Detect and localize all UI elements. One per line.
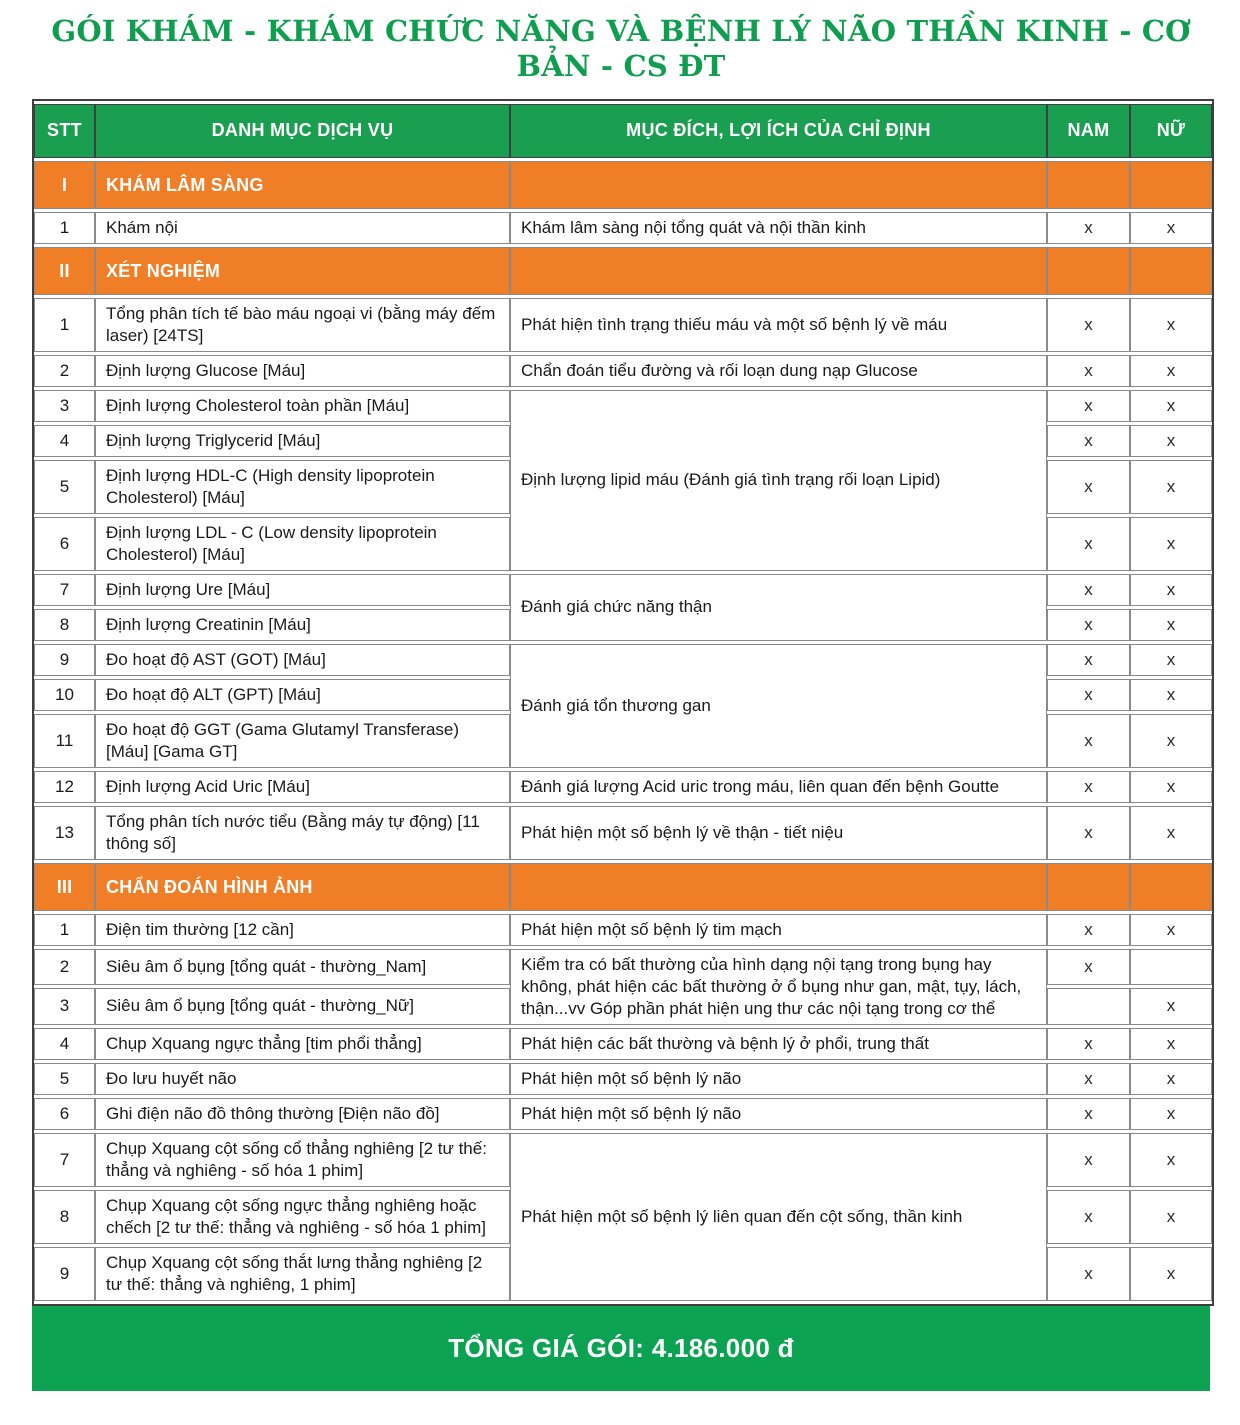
purpose-text: Phát hiện một số bệnh lý tim mạch (510, 914, 1047, 946)
header-male: NAM (1047, 104, 1130, 158)
service-name: Định lượng Cholesterol toàn phần [Máu] (95, 390, 510, 422)
service-name: Chụp Xquang cột sống thắt lưng thẳng nghiêng [2 tư thế: thẳng và nghiêng, 1 phim] (95, 1247, 510, 1301)
service-row (34, 644, 1212, 676)
row-number: 9 (34, 1247, 95, 1301)
purpose-text: Định lượng lipid máu (Đánh giá tình trạng rối loạn Lipid) (510, 390, 1047, 571)
service-name: Chụp Xquang ngực thẳng [tim phổi thẳng] (95, 1028, 510, 1060)
male-mark: x (1047, 517, 1130, 571)
row-number: 6 (34, 517, 95, 571)
service-row (34, 1098, 1212, 1130)
male-mark: x (1047, 609, 1130, 641)
section-title: CHẨN ĐOÁN HÌNH ẢNH (95, 863, 510, 911)
table-header-row (34, 104, 1212, 158)
service-row (34, 914, 1212, 946)
male-mark: x (1047, 914, 1130, 946)
service-name: Siêu âm ổ bụng [tổng quát - thường_Nữ] (95, 988, 510, 1025)
service-row (34, 1133, 1212, 1187)
service-name: Đo hoạt độ GGT (Gama Glutamyl Transferase) [Máu] [Gama GT] (95, 714, 510, 768)
female-mark: x (1130, 914, 1212, 946)
row-number: 1 (34, 212, 95, 244)
female-mark: x (1130, 771, 1212, 803)
male-mark: x (1047, 1247, 1130, 1301)
male-mark: x (1047, 298, 1130, 352)
female-mark: x (1130, 644, 1212, 676)
row-number: 9 (34, 644, 95, 676)
female-mark: x (1130, 1098, 1212, 1130)
row-number: 11 (34, 714, 95, 768)
header-purpose: MỤC ĐÍCH, LỢI ÍCH CỦA CHỈ ĐỊNH (510, 104, 1047, 158)
service-row (34, 212, 1212, 244)
male-mark: x (1047, 1190, 1130, 1244)
service-name: Định lượng Glucose [Máu] (95, 355, 510, 387)
section-male-spacer (1047, 161, 1130, 209)
service-name: Chụp Xquang cột sống cổ thẳng nghiêng [2 tư thế: thẳng và nghiêng - số hóa 1 phim] (95, 1133, 510, 1187)
male-mark (1047, 988, 1130, 1025)
section-male-spacer (1047, 863, 1130, 911)
male-mark: x (1047, 1133, 1130, 1187)
service-name: Định lượng Triglycerid [Máu] (95, 425, 510, 457)
service-name: Định lượng HDL-C (High density lipoprotein Cholesterol) [Máu] (95, 460, 510, 514)
male-mark: x (1047, 1098, 1130, 1130)
row-number: 5 (34, 460, 95, 514)
row-number: 4 (34, 425, 95, 457)
purpose-text: Phát hiện tình trạng thiếu máu và một số bệnh lý về máu (510, 298, 1047, 352)
female-mark: x (1130, 1247, 1212, 1301)
row-number: 2 (34, 949, 95, 986)
service-name: Ghi điện não đồ thông thường [Điện não đồ] (95, 1098, 510, 1130)
service-row (34, 949, 1212, 986)
row-number: 1 (34, 914, 95, 946)
section-purpose-spacer (510, 863, 1047, 911)
page-title: GÓI KHÁM - KHÁM CHỨC NĂNG VÀ BỆNH LÝ NÃO THẦN KINH - CƠ BẢN - CS ĐT (51, 14, 1191, 83)
service-name: Đo hoạt độ AST (GOT) [Máu] (95, 644, 510, 676)
total-price-bar (32, 1306, 1210, 1391)
section-numeral: II (34, 247, 95, 295)
purpose-text: Chẩn đoán tiểu đường và rối loạn dung nạp Glucose (510, 355, 1047, 387)
row-number: 1 (34, 298, 95, 352)
female-mark: x (1130, 1190, 1212, 1244)
male-mark: x (1047, 949, 1130, 986)
row-number: 12 (34, 771, 95, 803)
female-mark (1130, 949, 1212, 986)
purpose-text: Khám lâm sàng nội tổng quát và nội thần kinh (510, 212, 1047, 244)
female-mark: x (1130, 988, 1212, 1025)
service-name: Định lượng Ure [Máu] (95, 574, 510, 606)
service-name: Khám nội (95, 212, 510, 244)
service-row (34, 1063, 1212, 1095)
purpose-text: Phát hiện một số bệnh lý não (510, 1098, 1047, 1130)
female-mark: x (1130, 298, 1212, 352)
header-stt: STT (34, 104, 95, 158)
section-title: XÉT NGHIỆM (95, 247, 510, 295)
row-number: 3 (34, 390, 95, 422)
section-title: KHÁM LÂM SÀNG (95, 161, 510, 209)
male-mark: x (1047, 644, 1130, 676)
service-row (34, 806, 1212, 860)
service-name: Chụp Xquang cột sống ngực thẳng nghiêng hoặc chếch [2 tư thế: thẳng và nghiêng - số hóa 1 phim] (95, 1190, 510, 1244)
row-number: 4 (34, 1028, 95, 1060)
service-name: Định lượng Acid Uric [Máu] (95, 771, 510, 803)
purpose-text: Đánh giá lượng Acid uric trong máu, liên quan đến bệnh Goutte (510, 771, 1047, 803)
male-mark: x (1047, 806, 1130, 860)
female-mark: x (1130, 460, 1212, 514)
row-number: 8 (34, 609, 95, 641)
service-name: Đo hoạt độ ALT (GPT) [Máu] (95, 679, 510, 711)
section-female-spacer (1130, 247, 1212, 295)
section-female-spacer (1130, 863, 1212, 911)
row-number: 6 (34, 1098, 95, 1130)
section-row-II (34, 247, 1212, 295)
service-row (34, 771, 1212, 803)
female-mark: x (1130, 517, 1212, 571)
male-mark: x (1047, 355, 1130, 387)
row-number: 2 (34, 355, 95, 387)
service-row (34, 390, 1212, 422)
male-mark: x (1047, 679, 1130, 711)
female-mark: x (1130, 212, 1212, 244)
male-mark: x (1047, 390, 1130, 422)
service-name: Điện tim thường [12 cần] (95, 914, 510, 946)
female-mark: x (1130, 390, 1212, 422)
row-number: 13 (34, 806, 95, 860)
purpose-text: Đánh giá tổn thương gan (510, 644, 1047, 768)
header-female: NỮ (1130, 104, 1212, 158)
female-mark: x (1130, 679, 1212, 711)
section-numeral: III (34, 863, 95, 911)
male-mark: x (1047, 1028, 1130, 1060)
female-mark: x (1130, 806, 1212, 860)
purpose-text: Đánh giá chức năng thận (510, 574, 1047, 641)
total-price-label: TỔNG GIÁ GÓI: 4.186.000 đ (448, 1332, 794, 1363)
row-number: 10 (34, 679, 95, 711)
purpose-text: Phát hiện các bất thường và bệnh lý ở phổi, trung thất (510, 1028, 1047, 1060)
row-number: 8 (34, 1190, 95, 1244)
section-numeral: I (34, 161, 95, 209)
female-mark: x (1130, 574, 1212, 606)
male-mark: x (1047, 714, 1130, 768)
header-service: DANH MỤC DỊCH VỤ (95, 104, 510, 158)
male-mark: x (1047, 1063, 1130, 1095)
female-mark: x (1130, 609, 1212, 641)
section-male-spacer (1047, 247, 1130, 295)
services-table (32, 99, 1214, 1306)
female-mark: x (1130, 1028, 1212, 1060)
service-row (34, 355, 1212, 387)
section-row-I (34, 161, 1212, 209)
male-mark: x (1047, 574, 1130, 606)
section-purpose-spacer (510, 161, 1047, 209)
service-row (34, 298, 1212, 352)
female-mark: x (1130, 1063, 1212, 1095)
service-name: Định lượng LDL - C (Low density lipoprotein Cholesterol) [Máu] (95, 517, 510, 571)
male-mark: x (1047, 425, 1130, 457)
service-name: Tổng phân tích nước tiểu (Bằng máy tự động) [11 thông số] (95, 806, 510, 860)
service-row (34, 574, 1212, 606)
female-mark: x (1130, 425, 1212, 457)
female-mark: x (1130, 1133, 1212, 1187)
row-number: 5 (34, 1063, 95, 1095)
male-mark: x (1047, 771, 1130, 803)
female-mark: x (1130, 714, 1212, 768)
service-name: Đo lưu huyết não (95, 1063, 510, 1095)
section-row-III (34, 863, 1212, 911)
purpose-text: Phát hiện một số bệnh lý não (510, 1063, 1047, 1095)
female-mark: x (1130, 355, 1212, 387)
service-row (34, 1028, 1212, 1060)
row-number: 7 (34, 574, 95, 606)
section-female-spacer (1130, 161, 1212, 209)
row-number: 3 (34, 988, 95, 1025)
male-mark: x (1047, 460, 1130, 514)
purpose-text: Phát hiện một số bệnh lý về thận - tiết niệu (510, 806, 1047, 860)
service-name: Tổng phân tích tế bào máu ngoại vi (bằng máy đếm laser) [24TS] (95, 298, 510, 352)
purpose-text: Kiểm tra có bất thường của hình dạng nội tạng trong bụng hay không, phát hiện các bất thường ở ổ bụng như gan, mật, tụy, lách, thận...vv Góp phần phát hiện ung thư các nội tạng trong cơ thể (510, 949, 1047, 1025)
service-name: Siêu âm ổ bụng [tổng quát - thường_Nam] (95, 949, 510, 986)
purpose-text: Phát hiện một số bệnh lý liên quan đến cột sống, thần kinh (510, 1133, 1047, 1301)
service-name: Định lượng Creatinin [Máu] (95, 609, 510, 641)
section-purpose-spacer (510, 247, 1047, 295)
row-number: 7 (34, 1133, 95, 1187)
male-mark: x (1047, 212, 1130, 244)
